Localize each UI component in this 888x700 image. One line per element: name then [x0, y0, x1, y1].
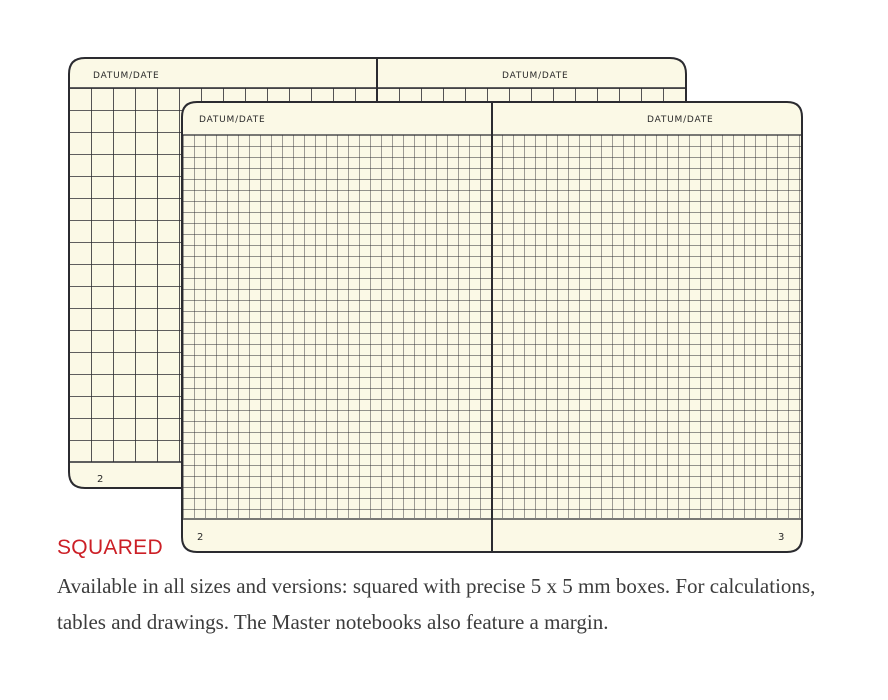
- front-right-date-label: DATUM/DATE: [647, 115, 714, 125]
- front-left-date-label: DATUM/DATE: [199, 115, 266, 125]
- front-right-page-number: 3: [778, 532, 785, 543]
- section-description: Available in all sizes and versions: squared with precise 5 x 5 mm boxes. For calculations, tables and drawings. The Master notebooks also feature a margin.: [57, 574, 816, 634]
- back-left-date-label: DATUM/DATE: [93, 71, 160, 81]
- front-left-page-number: 2: [197, 532, 204, 543]
- back-left-page-number: 2: [97, 474, 104, 485]
- front-notebook: [182, 102, 802, 552]
- section-title: SQUARED: [57, 536, 163, 559]
- back-right-date-label: DATUM/DATE: [502, 71, 569, 81]
